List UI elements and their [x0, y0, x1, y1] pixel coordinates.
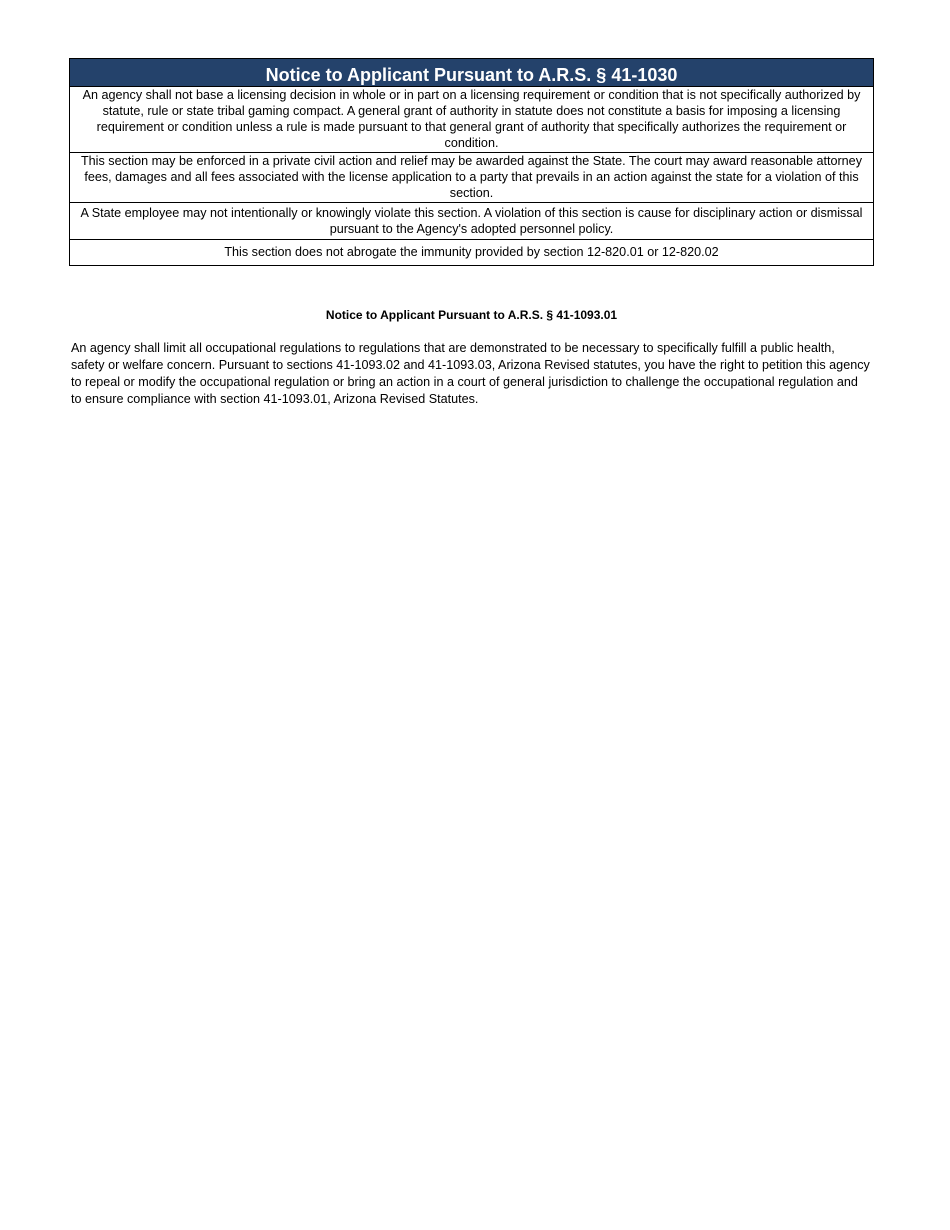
notice-1093-title: Notice to Applicant Pursuant to A.R.S. § 41-1093.01 — [325, 308, 618, 322]
notice-1030-row-civil-action: This section may be enforced in a private civil action and relief may be awarded against the State. The court may award reasonable attorney fees, damages and all fees associated with the license application to a party that prevails in an action against the state for a violation of this section. — [70, 153, 873, 203]
notice-1030-row-licensing-basis: An agency shall not base a licensing decision in whole or in part on a licensing requirement or condition that is not specifically authorized by statute, rule or state tribal gaming compact. A general grant of authority in statute does not constitute a basis for imposing a licensing requirement or condition unless a rule is made pursuant to that general grant of authority that specifically authorizes the requirement or condition. — [70, 87, 873, 153]
notice-1093-body: An agency shall limit all occupational regulations to regulations that are demonstrated to be necessary to specifically fulfill a public health, safety or welfare concern. Pursuant to sections 41-1093.02 and 41-1093.03, Arizona Revised statutes, you have the right to petition this agency to repeal or modify the occupational regulation or bring an action in a court of general jurisdiction to challenge the occupational regulation and to ensure compliance with section 41-1093.01, Arizona Revised Statutes. — [71, 341, 870, 406]
notice-1030-row-immunity: This section does not abrogate the immunity provided by section 12-820.01 or 12-820.02 — [224, 245, 719, 259]
notice-1030-title: Notice to Applicant Pursuant to A.R.S. § 41-1030 — [70, 59, 873, 87]
notice-1030-table — [69, 58, 874, 266]
notice-1030-row-employee-violation: A State employee may not intentionally or knowingly violate this section. A violation of this section is cause for disciplinary action or dismissal pursuant to the Agency's adopted personnel policy. — [70, 203, 873, 240]
